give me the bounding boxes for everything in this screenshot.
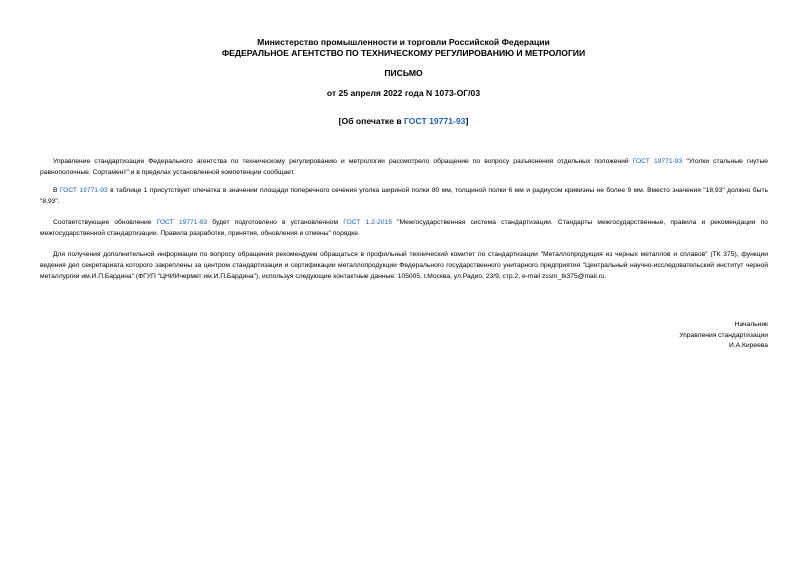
- paragraph-3-text-b: будет подготовлено в установленном: [207, 219, 344, 226]
- subject-gost-link[interactable]: ГОСТ 19771-93: [404, 116, 466, 126]
- paragraph-1-text-a: Управление стандартизации Федерального агентства по техническому регулированию и метрологии рассмотрело обращение по вопросу разъяснения отдельных положений: [53, 158, 633, 165]
- signature-department: Управления стандартизации: [679, 331, 768, 339]
- paragraph-4-text: Для получения дополнительной информации по вопросу обращения рекомендуем обращаться в профильный технический комитет по стандартизации "Металлопродукция из черных металлов и сплавов" (ТК 375), функции ведения дел секретариата которого закреплены за центром стандартизации и сертификации металлопродукции Федерального государственного унитарного предприятия "Центральный научно-исследовательский институт черной металлургии им.И.П.Бардина" (ФГУП "ЦНИИчермет им.И.П.Бардина"), используя следующие контактные данные: 105005, г.Москва, ул.Радио, 23/9, стр.2, e-mail zssm_tk375@mail.ru.: [40, 251, 768, 280]
- paragraph-1-gost-link[interactable]: ГОСТ 19771-93: [632, 158, 683, 165]
- paragraph-3-text-c: "Межгосударственная система стандартизации. Стандарты межгосударственные, правила и рекомендации по межгосударственной стандартизации. Правила разработки, принятия, обновления и отмены" порядке.: [40, 219, 768, 237]
- paragraph-2-gost-link[interactable]: ГОСТ 19771-93: [59, 187, 108, 194]
- paragraph-3-gost-link-1[interactable]: ГОСТ 19771-93: [156, 219, 208, 226]
- paragraph-3-text-a: Соответствующее обновление: [53, 219, 157, 226]
- document-date-number: от 25 апреля 2022 года N 1073-ОГ/03: [326, 88, 481, 98]
- ministry-heading: Министерство промышленности и торговли Российской Федерации: [257, 37, 550, 47]
- paragraph-2-text-a: В: [53, 187, 60, 194]
- subject-suffix: ]: [465, 116, 469, 126]
- paragraph-4: [40, 249, 768, 282]
- signature-name: И.А.Киреева: [729, 342, 768, 349]
- agency-heading: ФЕДЕРАЛЬНОЕ АГЕНТСТВО ПО ТЕХНИЧЕСКОМУ РЕГУЛИРОВАНИЮ И МЕТРОЛОГИИ: [221, 48, 586, 58]
- document-subject: [0, 116, 807, 127]
- paragraph-1: [40, 156, 768, 178]
- paragraph-2-text-b: в таблице 1 присутствует опечатка в значении площади поперечного сечения уголка шириной полки 80 мм, толщиной полки 6 мм и радиусом кривизны не более 9 мм. Вместо значения "18,93" должно быть "8,93".: [40, 187, 768, 205]
- signature-position: Начальник: [734, 321, 768, 328]
- document-type: ПИСЬМО: [384, 68, 423, 78]
- paragraph-1-text-b: "Уголки стальные гнутые равнополочные. Сортамент" и в пределах установленной компетенции сообщает.: [40, 158, 769, 176]
- signature-block: [568, 320, 768, 352]
- subject-prefix: [Об опечатке в: [338, 116, 405, 126]
- paragraph-3: [40, 217, 768, 239]
- paragraph-3-gost-link-2[interactable]: ГОСТ 1.2-2015: [343, 219, 392, 226]
- paragraph-2: [40, 185, 768, 207]
